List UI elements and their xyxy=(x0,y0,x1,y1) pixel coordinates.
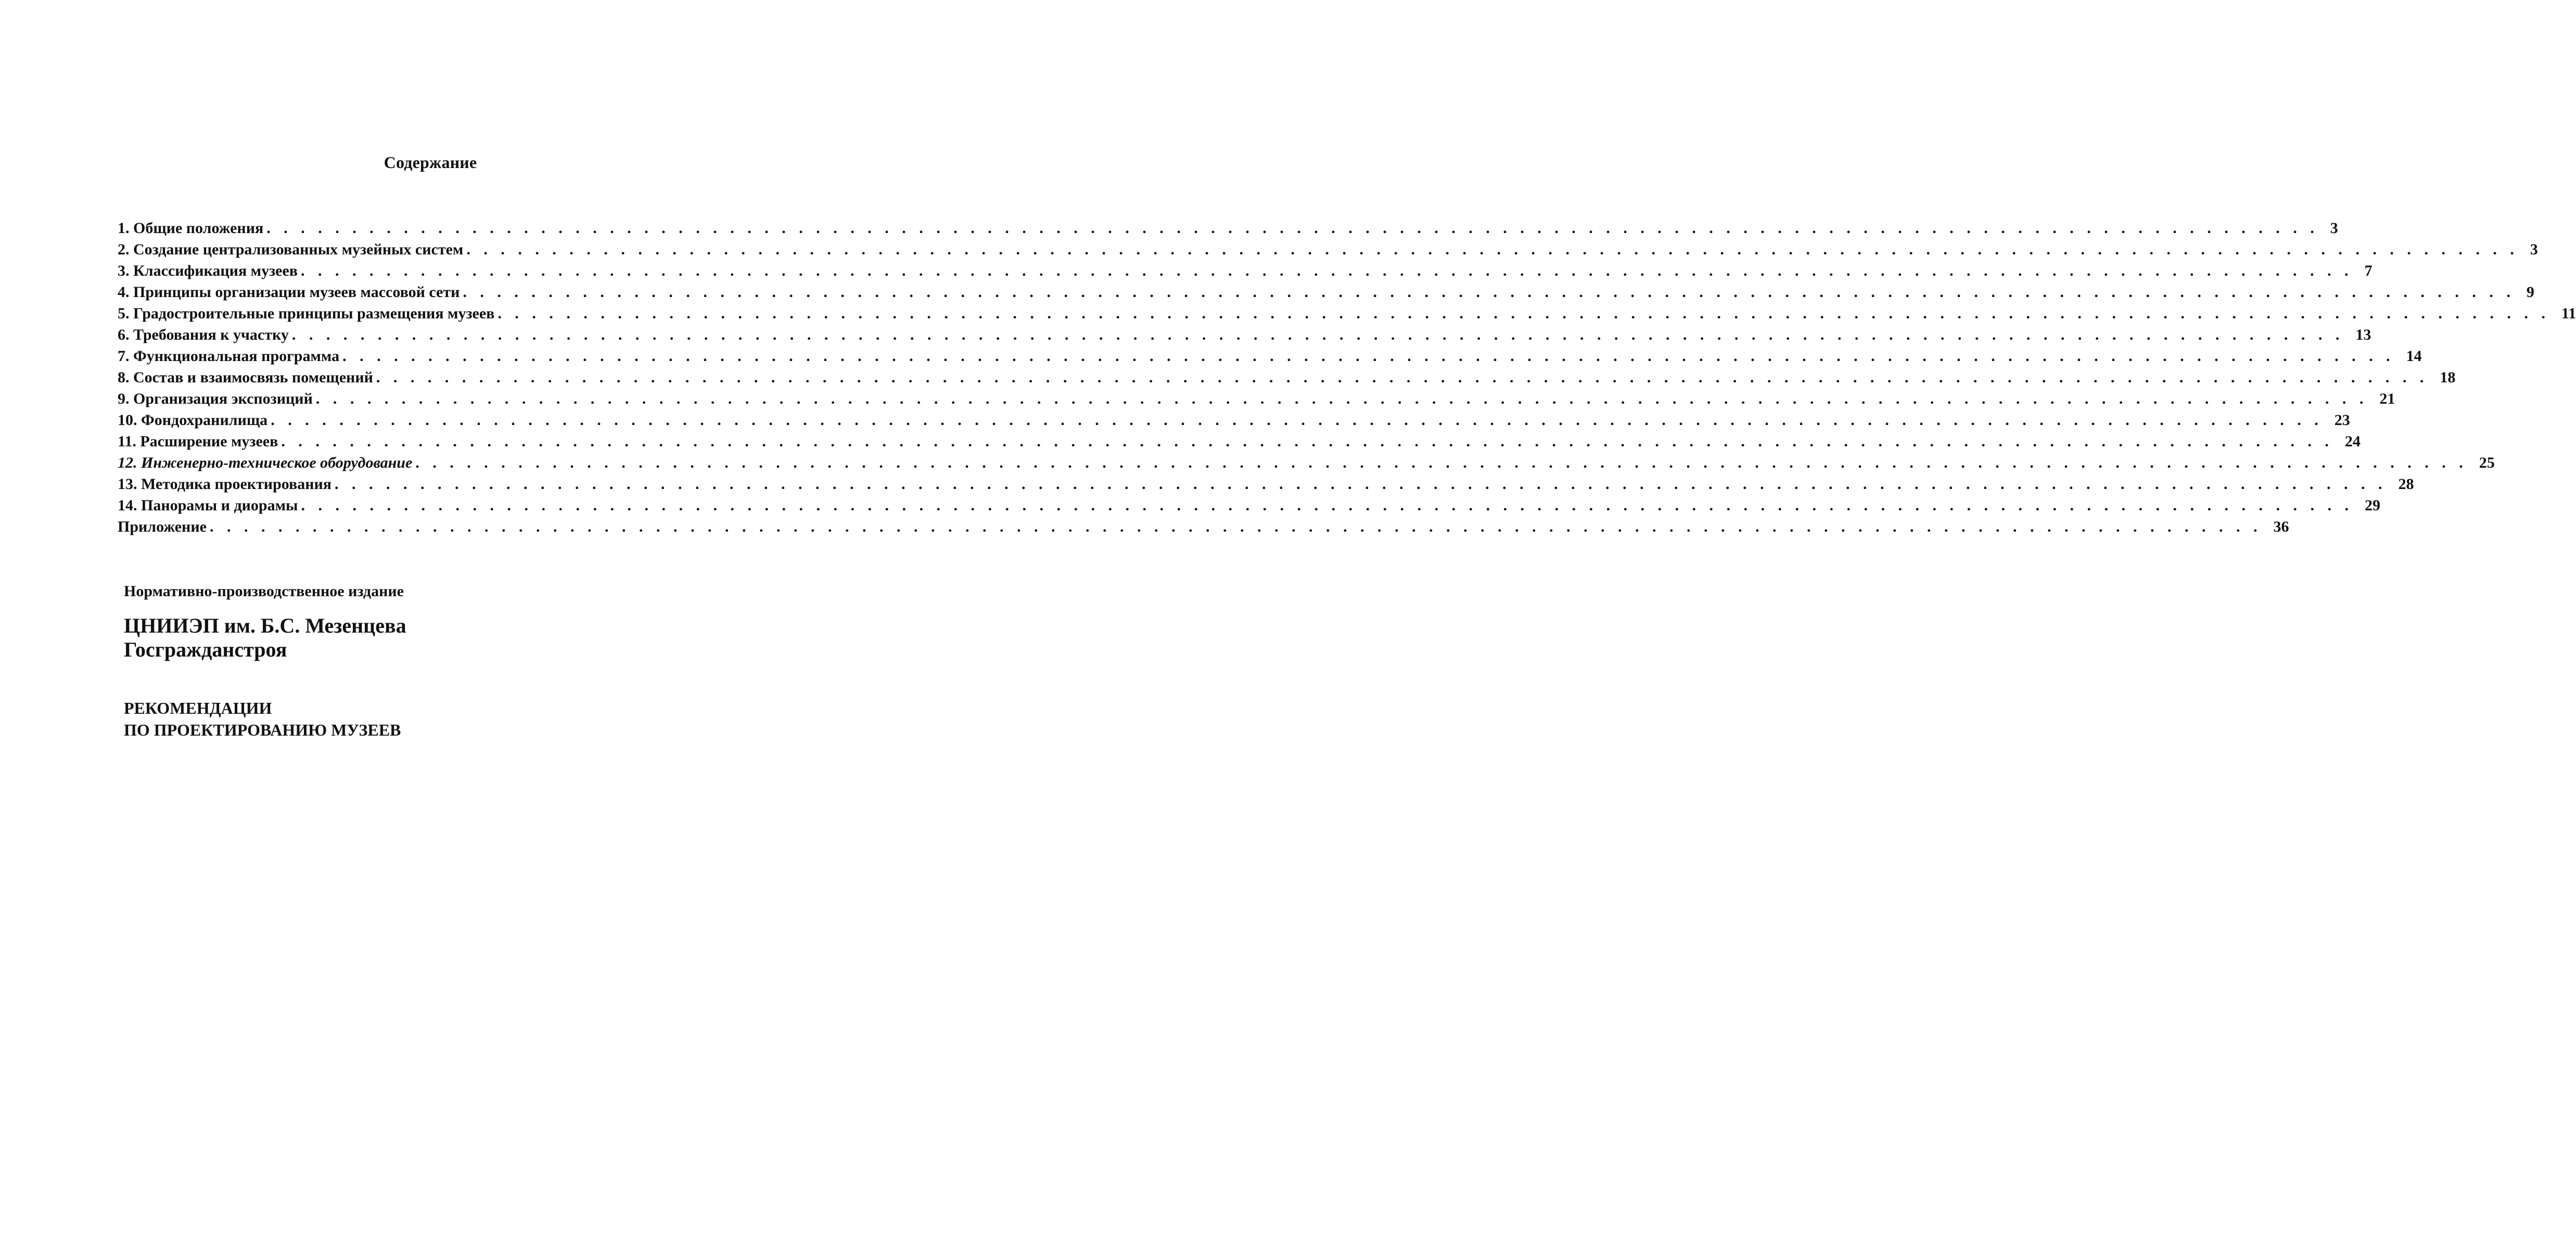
toc-entry-page: 36 xyxy=(2273,518,2289,535)
toc-entry-label: 7. Функциональная программа xyxy=(118,348,340,365)
toc-entry xyxy=(118,303,2576,324)
toc-entry xyxy=(118,281,2534,303)
toc-entry xyxy=(118,473,2414,495)
toc-entry xyxy=(118,239,2538,260)
document-title-line: РЕКОМЕНДАЦИИ xyxy=(124,699,272,717)
toc-entry-page: 3 xyxy=(2330,220,2338,237)
toc-entry xyxy=(118,495,2380,516)
toc-leader-dots: . . . . . . . . . . . . . . . . . . . . . . . . . . . . . . . . . . . . . . . . . . . . . . . . . . . . . . . . . . . . . . . . . . . . . . . . . . . . . . . . . . . . . . . . . . . . . . . . . . . . . . . . . . . . . . . . . . . . . . . . xyxy=(335,475,2387,493)
toc-entry xyxy=(118,516,2289,537)
toc-entry-label: 1. Общие положения xyxy=(118,220,264,237)
toc-entry-label: 14. Панорамы и диорамы xyxy=(118,497,298,514)
toc-entry xyxy=(118,324,2371,345)
toc-entry-page: 28 xyxy=(2398,475,2414,493)
toc-entry-label: 3. Классификация музеев xyxy=(118,262,298,279)
toc-entry-page: 25 xyxy=(2479,454,2495,471)
toc-leader-dots: . . . . . . . . . . . . . . . . . . . . . . . . . . . . . . . . . . . . . . . . . . . . . . . . . . . . . . . . . . . . . . . . . . . . . . . . . . . . . . . . . . . . . . . . . . . . . . . . . . . . . . . . . . . . . . . . . . . . . . . . xyxy=(291,326,2344,343)
toc-leader-dots: . . . . . . . . . . . . . . . . . . . . . . . . . . . . . . . . . . . . . . . . . . . . . . . . . . . . . . . . . . . . . . . . . . . . . . . . . . . . . . . . . . . . . . . . . . . . . . . . . . . . . . . . . . . . . . . . . . . . . . . . xyxy=(463,284,2515,301)
publisher-line: Госгражданстроя xyxy=(124,638,287,661)
toc-entry-page: 7 xyxy=(2364,262,2373,279)
document-title-line: ПО ПРОЕКТИРОВАНИЮ МУЗЕЕВ xyxy=(124,721,401,739)
toc-entry-page: 9 xyxy=(2526,284,2534,301)
toc-entry xyxy=(118,388,2395,409)
toc-entry xyxy=(118,431,2361,452)
toc-entry-label: 2. Создание централизованных музейных систем xyxy=(118,241,464,258)
toc-entry xyxy=(118,367,2456,388)
toc-leader-dots: . . . . . . . . . . . . . . . . . . . . . . . . . . . . . . . . . . . . . . . . . . . . . . . . . . . . . . . . . . . . . . . . . . . . . . . . . . . . . . . . . . . . . . . . . . . . . . . . . . . . . . . . . . . . . . . . . . . . . . . . xyxy=(498,305,2550,322)
toc-leader-dots: . . . . . . . . . . . . . . . . . . . . . . . . . . . . . . . . . . . . . . . . . . . . . . . . . . . . . . . . . . . . . . . . . . . . . . . . . . . . . . . . . . . . . . . . . . . . . . . . . . . . . . . . . . . . . . . . . . . . . . . . xyxy=(266,220,2319,237)
toc-leader-dots: . . . . . . . . . . . . . . . . . . . . . . . . . . . . . . . . . . . . . . . . . . . . . . . . . . . . . . . . . . . . . . . . . . . . . . . . . . . . . . . . . . . . . . . . . . . . . . . . . . . . . . . . . . . . . . . . . . . . . . . . xyxy=(281,433,2333,450)
edition-type: Нормативно-производственное издание xyxy=(124,583,404,600)
toc-entry-page: 3 xyxy=(2530,241,2538,258)
document-title xyxy=(124,697,401,741)
toc-entry-page: 11 xyxy=(2561,305,2576,322)
toc-entry-page: 23 xyxy=(2334,412,2350,429)
toc-entry-label: 13. Методика проектирования xyxy=(118,475,332,493)
toc-leader-dots: . . . . . . . . . . . . . . . . . . . . . . . . . . . . . . . . . . . . . . . . . . . . . . . . . . . . . . . . . . . . . . . . . . . . . . . . . . . . . . . . . . . . . . . . . . . . . . . . . . . . . . . . . . . . . . . . . . . . . . . . xyxy=(271,412,2323,429)
table-of-contents xyxy=(118,217,2576,537)
toc-entry-page: 24 xyxy=(2344,433,2361,450)
toc-entry-label: 12. Инженерно-техническое оборудование xyxy=(118,454,413,471)
toc-entry-label: 11. Расширение музеев xyxy=(118,433,278,450)
toc-entry xyxy=(118,452,2495,473)
toc-entry xyxy=(118,217,2338,239)
toc-title: Содержание xyxy=(384,153,477,172)
toc-leader-dots: . . . . . . . . . . . . . . . . . . . . . . . . . . . . . . . . . . . . . . . . . . . . . . . . . . . . . . . . . . . . . . . . . . . . . . . . . . . . . . . . . . . . . . . . . . . . . . . . . . . . . . . . . . . . . . . . . . . . . . . . xyxy=(301,262,2353,279)
toc-leader-dots: . . . . . . . . . . . . . . . . . . . . . . . . . . . . . . . . . . . . . . . . . . . . . . . . . . . . . . . . . . . . . . . . . . . . . . . . . . . . . . . . . . . . . . . . . . . . . . . . . . . . . . . . . . . . . . . . . . . . . . . . xyxy=(209,518,2262,535)
toc-entry-label: Приложение xyxy=(118,518,207,535)
toc-entry xyxy=(118,345,2422,367)
toc-entry-page: 18 xyxy=(2440,369,2456,386)
toc-entry-page: 29 xyxy=(2364,497,2380,514)
publisher xyxy=(124,614,406,662)
toc-entry-label: 6. Требования к участку xyxy=(118,326,289,343)
toc-entry-label: 9. Организация экспозиций xyxy=(118,390,313,407)
toc-leader-dots: . . . . . . . . . . . . . . . . . . . . . . . . . . . . . . . . . . . . . . . . . . . . . . . . . . . . . . . . . . . . . . . . . . . . . . . . . . . . . . . . . . . . . . . . . . . . . . . . . . . . . . . . . . . . . . . . . . . . . . . . xyxy=(301,497,2353,514)
toc-entry xyxy=(118,260,2373,281)
toc-leader-dots: . . . . . . . . . . . . . . . . . . . . . . . . . . . . . . . . . . . . . . . . . . . . . . . . . . . . . . . . . . . . . . . . . . . . . . . . . . . . . . . . . . . . . . . . . . . . . . . . . . . . . . . . . . . . . . . . . . . . . . . . xyxy=(315,390,2368,407)
toc-leader-dots: . . . . . . . . . . . . . . . . . . . . . . . . . . . . . . . . . . . . . . . . . . . . . . . . . . . . . . . . . . . . . . . . . . . . . . . . . . . . . . . . . . . . . . . . . . . . . . . . . . . . . . . . . . . . . . . . . . . . . . . . xyxy=(376,369,2429,386)
toc-entry-page: 21 xyxy=(2379,390,2395,407)
publisher-line: ЦНИИЭП им. Б.С. Мезенцева xyxy=(124,614,406,637)
toc-entry-label: 8. Состав и взаимосвязь помещений xyxy=(118,369,373,386)
toc-leader-dots: . . . . . . . . . . . . . . . . . . . . . . . . . . . . . . . . . . . . . . . . . . . . . . . . . . . . . . . . . . . . . . . . . . . . . . . . . . . . . . . . . . . . . . . . . . . . . . . . . . . . . . . . . . . . . . . . . . . . . . . . xyxy=(466,241,2519,258)
toc-entry-page: 14 xyxy=(2406,348,2422,365)
toc-entry-label: 4. Принципы организации музеев массовой сети xyxy=(118,284,460,301)
toc-entry-page: 13 xyxy=(2355,326,2371,343)
toc-leader-dots: . . . . . . . . . . . . . . . . . . . . . . . . . . . . . . . . . . . . . . . . . . . . . . . . . . . . . . . . . . . . . . . . . . . . . . . . . . . . . . . . . . . . . . . . . . . . . . . . . . . . . . . . . . . . . . . . . . . . . . . . xyxy=(415,454,2468,471)
toc-entry-label: 5. Градостроительные принципы размещения музеев xyxy=(118,305,495,322)
toc-entry-label: 10. Фондохранилища xyxy=(118,412,268,429)
toc-entry xyxy=(118,409,2350,431)
toc-leader-dots: . . . . . . . . . . . . . . . . . . . . . . . . . . . . . . . . . . . . . . . . . . . . . . . . . . . . . . . . . . . . . . . . . . . . . . . . . . . . . . . . . . . . . . . . . . . . . . . . . . . . . . . . . . . . . . . . . . . . . . . . xyxy=(342,348,2395,365)
